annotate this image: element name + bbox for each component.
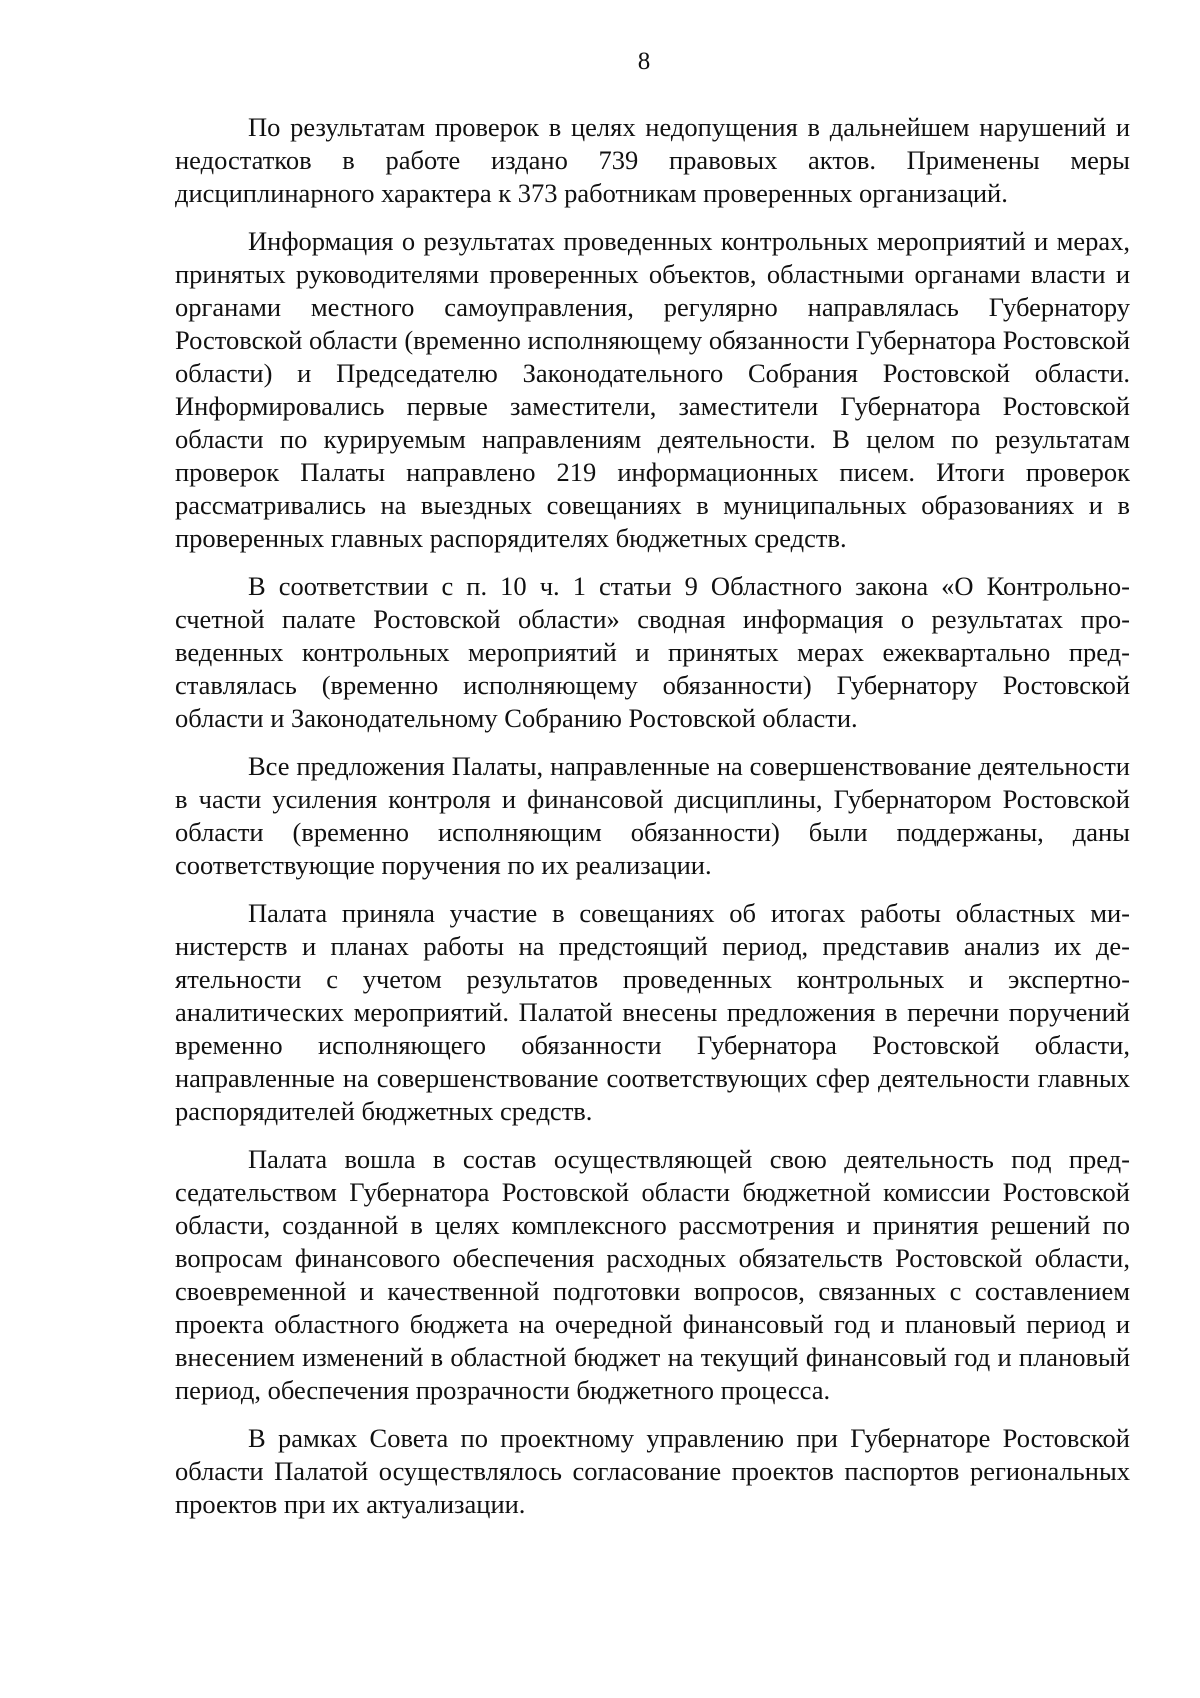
paragraph-budget-commission: Палата вошла в состав осуществляющей свою деятельность под председательством Губернатора Ростовской области бюджетной комиссии Ростовской области, созданной в целях комплексного рассмотрения и принятия решений по вопросам финансового обеспечения расходных обязательств Ростовской области, своевременной и качественной подготовки вопросов, связанных с составлением проекта областного бюджета на очередной финансовый год и плановый период и внесением изменений в областной бюджет на текущий финансовый год и плановый период, обеспечения прозрачности бюджетного процесса. [175, 1144, 1130, 1405]
paragraph-proposals-supported: Все предложения Палаты, направленные на совершенствование деятельности в части усиления контроля и финансовой дисциплины, Губернатором Ростовской области (временно исполняющим обязанности) были поддержаны, даны соответствующие поручения по их реализации. [175, 751, 1130, 880]
page-number: 8 [637, 48, 651, 75]
paragraph-project-council: В рамках Совета по проектному управлению при Губернаторе Ростовской области Палатой осуществлялось согласование проектов паспортов региональных проектов при их актуализации. [175, 1423, 1130, 1519]
paragraph-quarterly-summary: В соответствии с п. 10 ч. 1 статьи 9 Областного закона «О Контрольно-счетной палате Ростовской области» сводная информация о результатах проведенных контрольных мероприятий и принятых мерах ежеквартально представлялась (временно исполняющему обязанности) Губернатору Ростовской области и Законодательному Собранию Ростовской области. [175, 571, 1130, 733]
paragraph-ministry-meetings: Палата приняла участие в совещаниях об итогах работы областных министерств и планах работы на предстоящий период, представив анализ их деятельности с учетом результатов проведенных контрольных и экспертно-аналитических мероприятий. Палатой внесены предложения в перечни поручений временно исполняющего обязанности Губернатора Ростовской области, направленные на совершенствование соответствующих сфер деятельности главных распорядителей бюджетных средств. [175, 898, 1130, 1126]
paragraph-information-reporting: Информация о результатах проведенных контрольных мероприятий и мерах, принятых руководителями проверенных объектов, областными органами власти и органами местного самоуправления, регулярно направлялась Губернатору Ростовской области (временно исполняющему обязанности Губернатора Ростовской области) и Председателю Законодательного Собрания Ростовской области. Информировались первые заместители, заместители Губернатора Ростовской области по курируемым направлениям деятельности. В целом по результатам проверок Палаты направлено 219 информационных писем. Итоги проверок рассматривались на выездных совещаниях в муниципальных образованиях и в проверенных главных распорядителях бюджетных средств. [175, 226, 1130, 553]
document-body [175, 111, 1130, 1521]
paragraph-audit-results: По результатам проверок в целях недопущения в дальнейшем нарушений и недостатков в работе издано 739 правовых актов. Применены меры дисциплинарного характера к 373 работникам проверенных организаций. [175, 112, 1130, 208]
